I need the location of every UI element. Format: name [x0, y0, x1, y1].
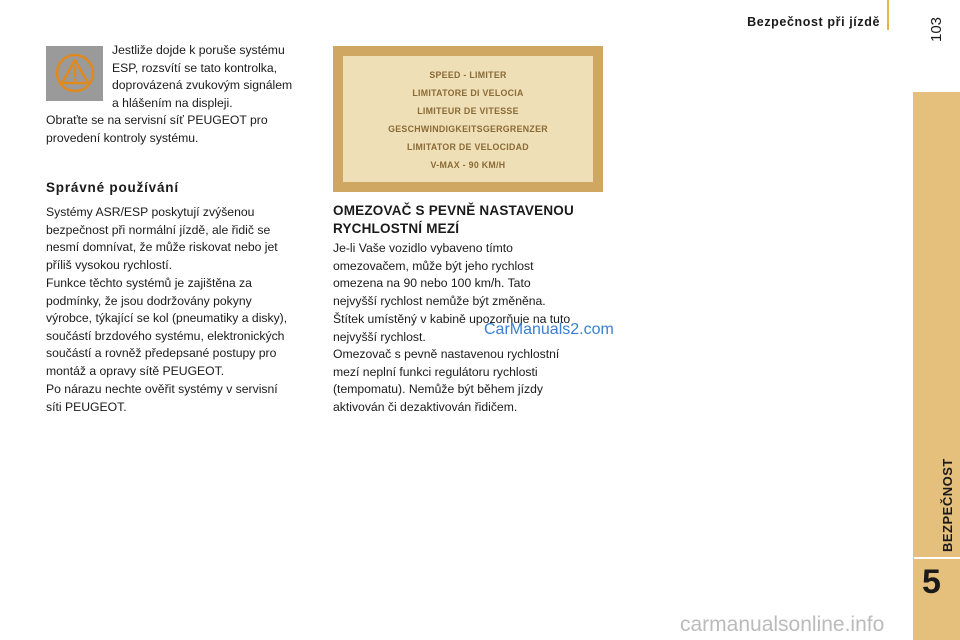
chapter-tab-divider	[914, 557, 960, 559]
page-number: 103	[928, 16, 945, 42]
correct-use-paragraph-3: Po nárazu nechte ověřit systémy v servisní síti PEUGEOT.	[46, 382, 278, 414]
watermark-carmanualsonline: carmanualsonline.info	[680, 613, 885, 636]
label-line: SPEED - LIMITER	[429, 70, 507, 80]
label-line: GESCHWINDIGKEITSGERGRENZER	[388, 124, 548, 134]
correct-use-paragraph-2: Funkce těchto systémů je zajištěna za podmínky, že jsou dodržovány pokyny výrobce, týkající se kol (pneumatiky a disky), součástí brzdového systému, elektronických součástí a rovněž předepsané postupy pro montáž a opravy sítě PEUGEOT.	[46, 276, 288, 378]
section-heading-correct-use: Správné používání	[46, 180, 179, 195]
chapter-number: 5	[922, 563, 941, 601]
esp-warning-lamp	[46, 46, 103, 101]
limiter-paragraph-2: Štítek umístěný v kabině upozorňuje na tuto nejvyšší rychlost.	[333, 312, 571, 344]
chapter-tab-label: BEZPEČNOST	[940, 458, 955, 552]
header-accent-rule	[887, 0, 889, 30]
limiter-paragraph-1: Je-li Vaše vozidlo vybaveno tímto omezovačem, může být jeho rychlost omezena na 90 nebo 100 km/h. Tato nejvyšší rychlost nemůže být změněna.	[333, 241, 546, 308]
service-paragraph: Obraťte se na servisní síť PEUGEOT pro provedení kontroly systému.	[46, 113, 268, 145]
page-header-title: Bezpečnost při jízdě	[747, 15, 880, 29]
limiter-section-title: OMEZOVAČ S PEVNĚ NASTAVENOU RYCHLOSTNÍ MEZÍ	[333, 203, 574, 236]
warning-triangle-icon	[54, 52, 96, 94]
label-line: LIMITEUR DE VITESSE	[417, 106, 519, 116]
watermark-carmanuals2: CarManuals2.com	[484, 321, 614, 338]
correct-use-paragraph-1: Systémy ASR/ESP poskytují zvýšenou bezpečnost při normální jízdě, ale řidič se nesmí domnívat, že může riskovat nebo jet příliš vysokou rychlostí.	[46, 205, 278, 272]
label-line: V-MAX - 90 KM/H	[430, 160, 506, 170]
warning-paragraph: Jestliže dojde k poruše systému ESP, rozsvítí se tato kontrolka, doprovázená zvukovým signálem a hlášením na displeji.	[112, 43, 293, 110]
limiter-paragraph-3: Omezovač s pevně nastavenou rychlostní mezí neplní funkci regulátoru rychlosti (tempomatu). Nemůže být během jízdy aktivován či dezaktivován řidičem.	[333, 347, 560, 414]
label-line: LIMITATORE DI VELOCIA	[412, 88, 524, 98]
speed-limiter-label-image	[333, 46, 603, 192]
label-line: LIMITATOR DE VELOCIDAD	[407, 142, 529, 152]
